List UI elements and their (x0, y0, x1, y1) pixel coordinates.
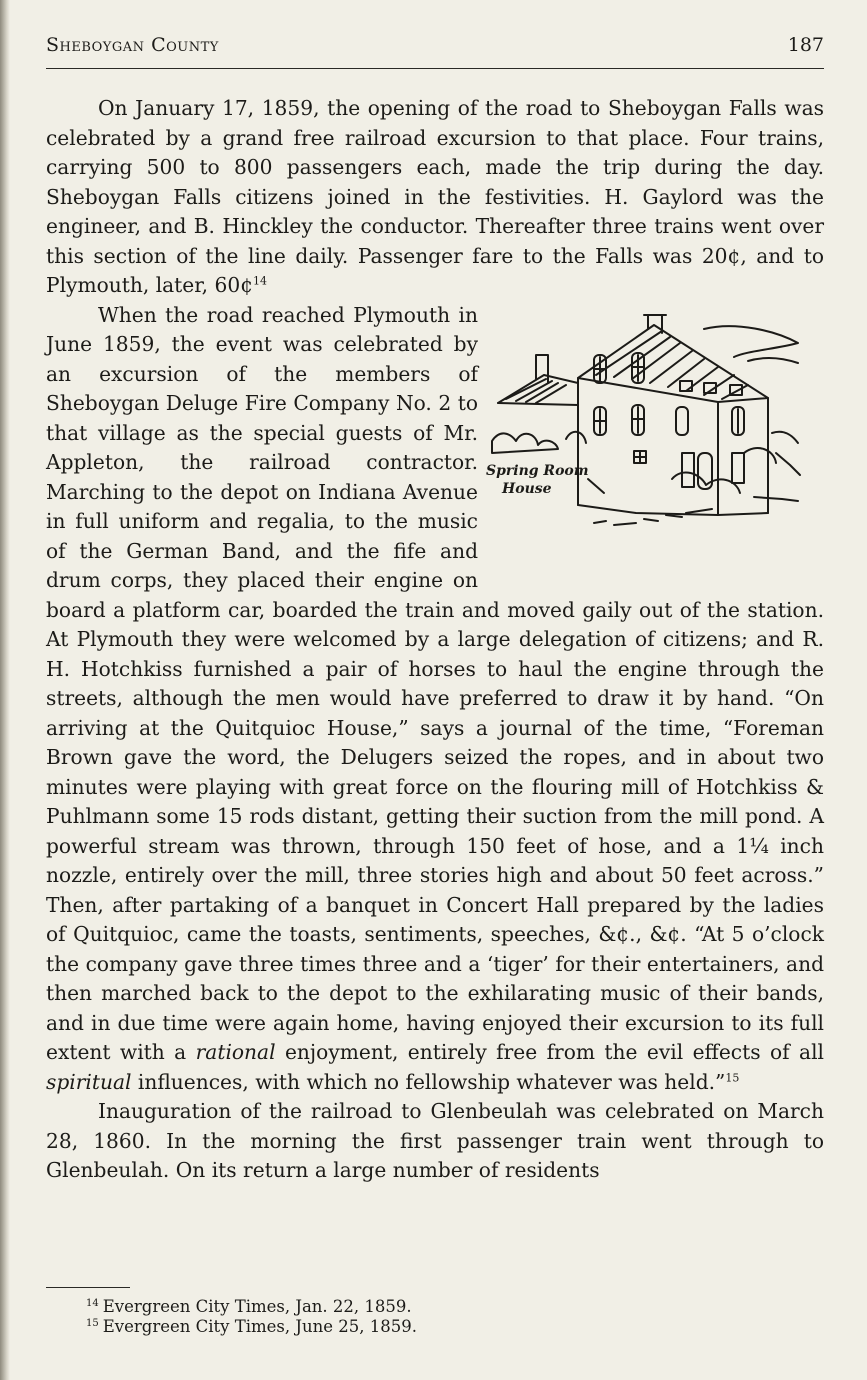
footnote (86, 1317, 786, 1337)
paragraph: On January 17, 1859, the opening of the road to Sheboygan Falls was celebrated by a grand free railroad excursion to that place. Four trains, carrying 500 to 800 passengers each, made the trip during the day. Sheboygan Falls citizens joined in the festivities. H. Gaylord was the engineer, and B. Hinckley the conductor. Thereafter three trains went over this section of the line daily. Passenger fare to the Falls was 20¢, and to Plymouth, later, 60¢$^{14}$ (46, 96, 824, 297)
figure-caption: House (502, 480, 552, 497)
footnote-text: Evergreen City Times, June 25, 1859. (102, 1317, 417, 1336)
figure-caption: Spring Room (486, 462, 589, 479)
page-number: 187 (787, 34, 824, 56)
header-rule (46, 68, 824, 69)
running-title: Sheboygan County (46, 34, 219, 56)
page-header (46, 34, 824, 64)
footnote-mark: 15 (86, 1317, 99, 1329)
italic-word: rational (195, 1040, 276, 1064)
footnotes (86, 1297, 786, 1337)
footnote-rule (46, 1287, 130, 1288)
paragraph: Spring Room House When the road reached Plymouth in June 1859, the event was celebrated by an excursion of the members of Sheboygan Deluge Fire Company No. 2 to that village as the special guests of Mr. Appleton, the railroad contractor. Marching to the depot on Indiana Avenue in full uniform and regalia, to the music of the German Band, and the fife and drum corps, they placed their engine on board a platform car, boarded the train and moved gaily out of the station. At Plymouth they were welcomed by a large delegation of citizens; and R. H. Hotchkiss furnished a pair of horses to haul the engine through the streets, although the men would have preferred to draw it by hand. “On arriving at the Quitquioc House,” says a journal of the time, “Foreman Brown gave the word, the Delugers seized the ropes, and in about two minutes were playing with great force on the flouring mill of Hotchkiss & Puhlmann some 15 rods distant, getting their suction from the mill pond. A powerful stream was thrown, through 150 feet of hose, and a 1¼ inch nozzle, entirely over the mill, three stories high and about 50 feet across.” Then, after partaking of a banquet in Concert Hall prepared by the ladies of Quitquioc, came the toasts, sentiments, speeches, &¢., &¢. “At 5 o’clock the company gave three times three and a ‘tiger’ for their entertainers, and then marched back to the depot to the exhilarating music of their bands, and in due time were again home, having enjoyed their excursion to its full extent with a rational enjoyment, entirely free from the evil effects of all spiritual influences, with which no fellowship whatever was held.”$^{15}$ (46, 302, 824, 1094)
footnote-text: Evergreen City Times, Jan. 22, 1859. (102, 1297, 412, 1316)
italic-word: spiritual (46, 1069, 132, 1094)
footnote (86, 1297, 786, 1317)
paragraph: Inauguration of the railroad to Glenbeulah was celebrated on March 28, 1860. In the morning the first passenger train went through to Glenbeulah. On its return a large number of residents (46, 1099, 824, 1182)
footnote-mark: 14 (86, 1297, 99, 1309)
spring-room-house-illustration (486, 303, 824, 595)
body-text (46, 94, 824, 1186)
footnote-ref: 14 (253, 274, 268, 288)
house-drawing-icon (486, 303, 824, 595)
footnote-ref: 15 (725, 1070, 740, 1084)
book-spine-shadow (0, 0, 10, 1380)
